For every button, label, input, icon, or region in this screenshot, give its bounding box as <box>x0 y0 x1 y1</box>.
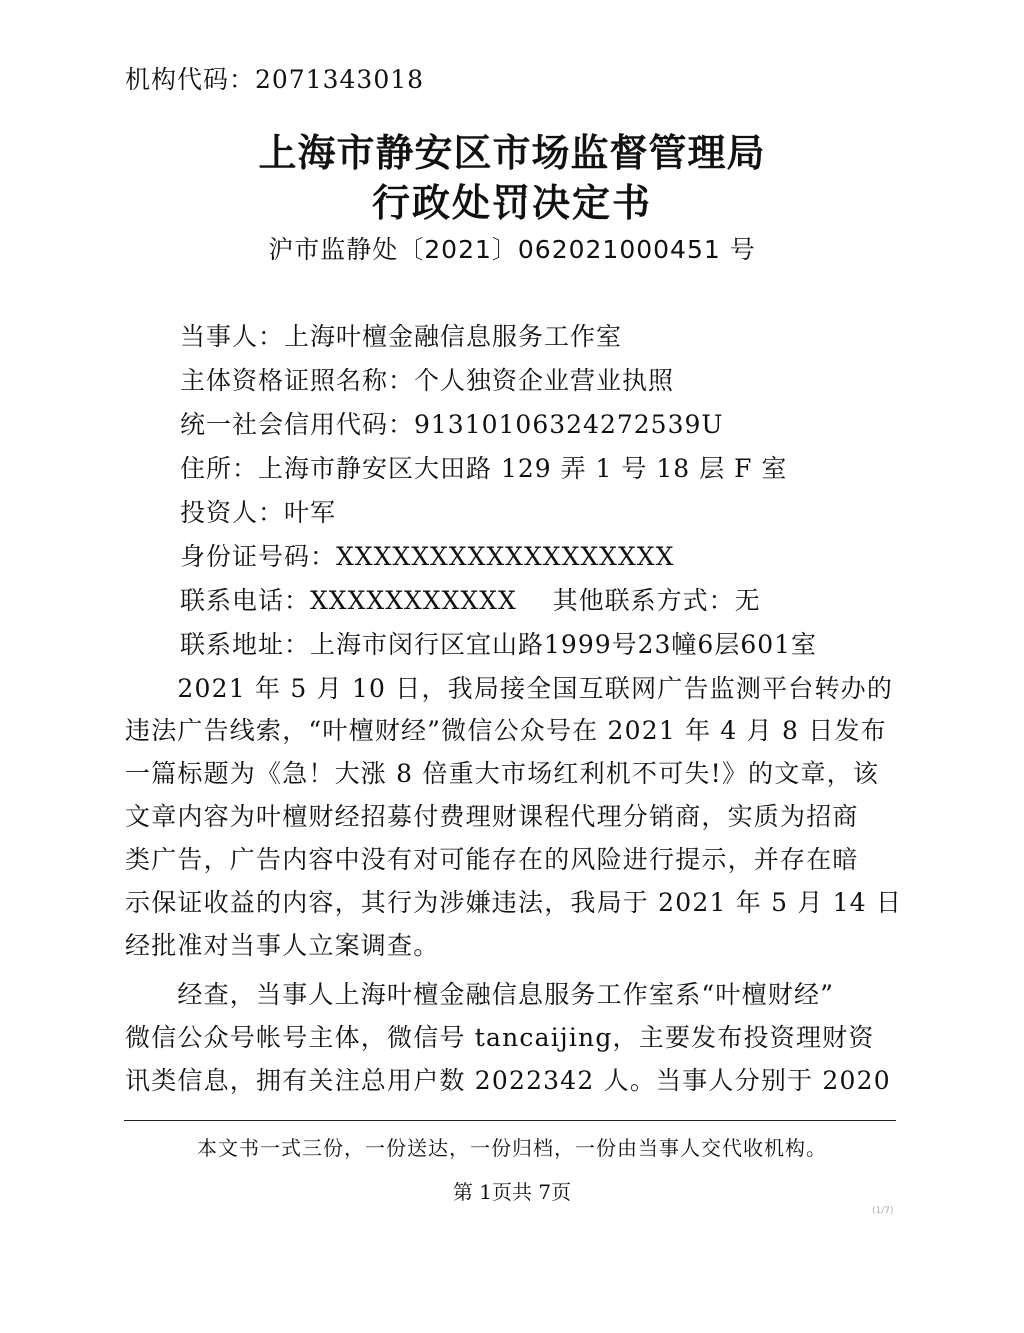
body-line: 经批准对当事人立案调查。 <box>125 931 440 960</box>
id-number: 身份证号码：XXXXXXXXXXXXXXXXXX <box>180 542 675 571</box>
issuer-title: 上海市静安区市场监督管理局 <box>258 131 766 175</box>
body-line: 讯类信息，拥有关注总用户数 2022342 人。当事人分别于 2020 <box>125 1066 891 1095</box>
footer-note: 本文书一式三份，一份送达，一份归档，一份由当事人交代收机构。 <box>197 1136 827 1160</box>
license-name: 主体资格证照名称：个人独资企业营业执照 <box>180 366 675 395</box>
body-line: 违法广告线索，“叶檀财经”微信公众号在 2021 年 4 月 8 日发布 <box>125 716 887 745</box>
body-line: 示保证收益的内容，其行为涉嫌违法，我局于 2021 年 5 月 14 日 <box>125 888 903 917</box>
footer-divider <box>124 1120 896 1121</box>
body-line: 一篇标题为《急！大涨 8 倍重大市场红利机不可失!》的文章，该 <box>125 759 880 788</box>
body-line: 类广告，广告内容中没有对可能存在的风险进行提示，并存在暗 <box>125 845 859 874</box>
party-name: 当事人：上海叶檀金融信息服务工作室 <box>180 322 623 351</box>
org-code: 机构代码：2071343018 <box>125 65 425 94</box>
body-line: 经查，当事人上海叶檀金融信息服务工作室系“叶檀财经” <box>125 980 835 1009</box>
credit-code: 统一社会信用代码：91310106324272539U <box>180 410 724 439</box>
investor: 投资人：叶军 <box>180 498 337 527</box>
mini-page-indicator: (1/7) <box>872 1206 894 1216</box>
document-number: 沪市监静处〔2021〕062021000451 号 <box>268 235 756 264</box>
body-line: 微信公众号帐号主体，微信号 tancaijing，主要发布投资理财资 <box>125 1023 875 1052</box>
contact-phone: 联系电话：XXXXXXXXXXX 其他联系方式：无 <box>180 586 761 615</box>
document-title: 行政处罚决定书 <box>371 181 652 225</box>
address: 住所：上海市静安区大田路 129 弄 1 号 18 层 F 室 <box>180 454 788 483</box>
contact-address: 联系地址：上海市闵行区宜山路1999号23幢6层601室 <box>180 630 818 659</box>
body-line: 文章内容为叶檀财经招募付费理财课程代理分销商，实质为招商 <box>125 802 859 831</box>
body-line: 2021 年 5 月 10 日，我局接全国互联网广告监测平台转办的 <box>125 674 894 703</box>
page-number: 第 1页共 7页 <box>452 1180 572 1204</box>
